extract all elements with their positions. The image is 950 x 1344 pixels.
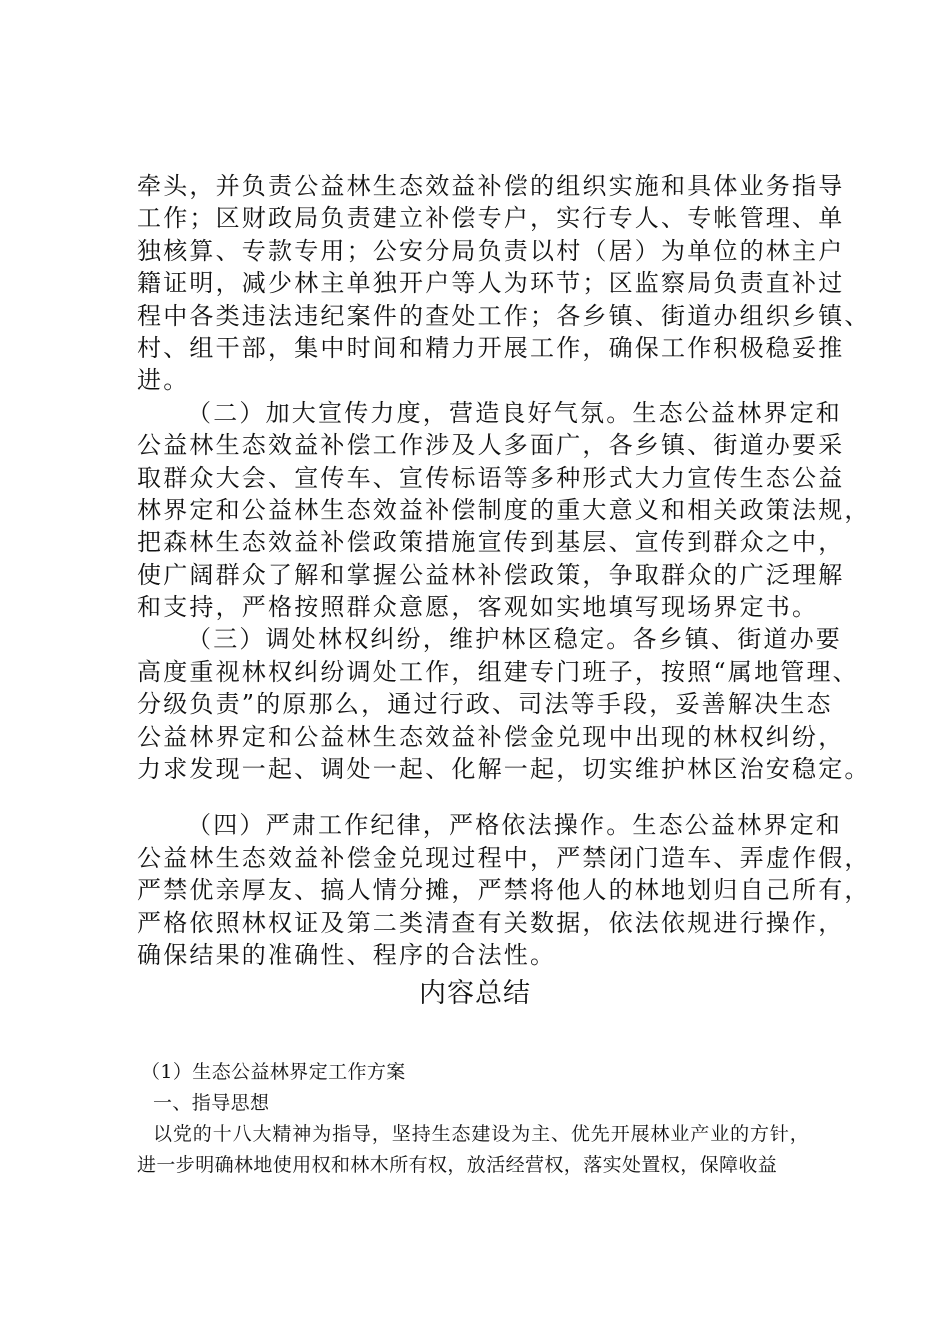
body-line: 严格依照林权证及第二类清查有关数据，依法依规进行操作， <box>137 908 845 937</box>
body-line: 和支持，严格按照群众意愿，客观如实地填写现场界定书。 <box>137 593 819 622</box>
body-line: 使广阔群众了解和掌握公益林补偿政策，争取群众的广泛理解 <box>137 560 845 589</box>
body-line: 确保结果的准确性、程序的合法性。 <box>137 940 557 969</box>
body-line: 独核算、专款专用；公安分局负责以村（居）为单位的林主户 <box>137 236 845 265</box>
body-line: 工作；区财政局负责建立补偿专户，实行专人、专帐管理、单 <box>137 204 845 233</box>
section-3-heading-line: （三）调处林权纠纷，维护林区稳定。各乡镇、街道办要 <box>187 625 842 654</box>
summary-section <box>137 1057 857 1181</box>
body-line: 牵头，并负责公益林生态效益补偿的组织实施和具体业务指导 <box>137 172 845 200</box>
body-line: 公益林生态效益补偿金兑现过程中，严禁闭门造车、弄虚作假， <box>137 843 871 872</box>
body-line: 公益林界定和公益林生态效益补偿金兑现中出现的林权纠纷， <box>137 722 845 751</box>
body-line: 力求发现一起、调处一起、化解一起，切实维护林区治安稳定。 <box>137 755 871 784</box>
summary-subheading: 一、指导思想 <box>153 1092 270 1114</box>
summary-item: （1）生态公益林界定工作方案 <box>141 1061 406 1083</box>
paragraph-gap <box>137 785 837 809</box>
body-line: 高度重视林权纠纷调处工作，组建专门班子，按照“属地管理、 <box>137 657 859 686</box>
summary-title: 内容总结 <box>419 978 531 1009</box>
body-text <box>137 170 871 971</box>
summary-paragraph-line: 以党的十八大精神为指导，坚持生态建设为主、优先开展林业产业的方针， <box>153 1123 810 1145</box>
summary-paragraph-line: 进一步明确林地使用权和林木所有权，放活经营权，落实处置权，保障收益 <box>137 1154 778 1176</box>
body-line: 村、组干部，集中时间和精力开展工作，确保工作积极稳妥推 <box>137 333 845 362</box>
body-line: 把森林生态效益补偿政策措施宣传到基层、宣传到群众之中， <box>137 528 845 557</box>
body-line: 程中各类违法违纪案件的查处工作；各乡镇、街道办组织乡镇、 <box>137 301 871 330</box>
body-line: 籍证明，减少林主单独开户等人为环节；区监察局负责直补过 <box>137 269 845 298</box>
body-line: 严禁优亲厚友、搞人情分摊，严禁将他人的林地划归自己所有， <box>137 876 871 905</box>
body-line: 分级负责”的原那么，通过行政、司法等手段，妥善解决生态 <box>137 690 833 719</box>
section-2-heading-line: （二）加大宣传力度，营造良好气氛。生态公益林界定和 <box>187 398 842 427</box>
body-line: 进。 <box>137 366 190 395</box>
body-line: 林界定和公益林生态效益补偿制度的重大意义和相关政策法规， <box>137 495 871 524</box>
body-line: 取群众大会、宣传车、宣传标语等多种形式大力宣传生态公益 <box>137 463 845 492</box>
body-line: 公益林生态效益补偿工作涉及人多面广，各乡镇、街道办要采 <box>137 431 845 460</box>
section-4-heading-line: （四）严肃工作纪律，严格依法操作。生态公益林界定和 <box>187 811 842 840</box>
